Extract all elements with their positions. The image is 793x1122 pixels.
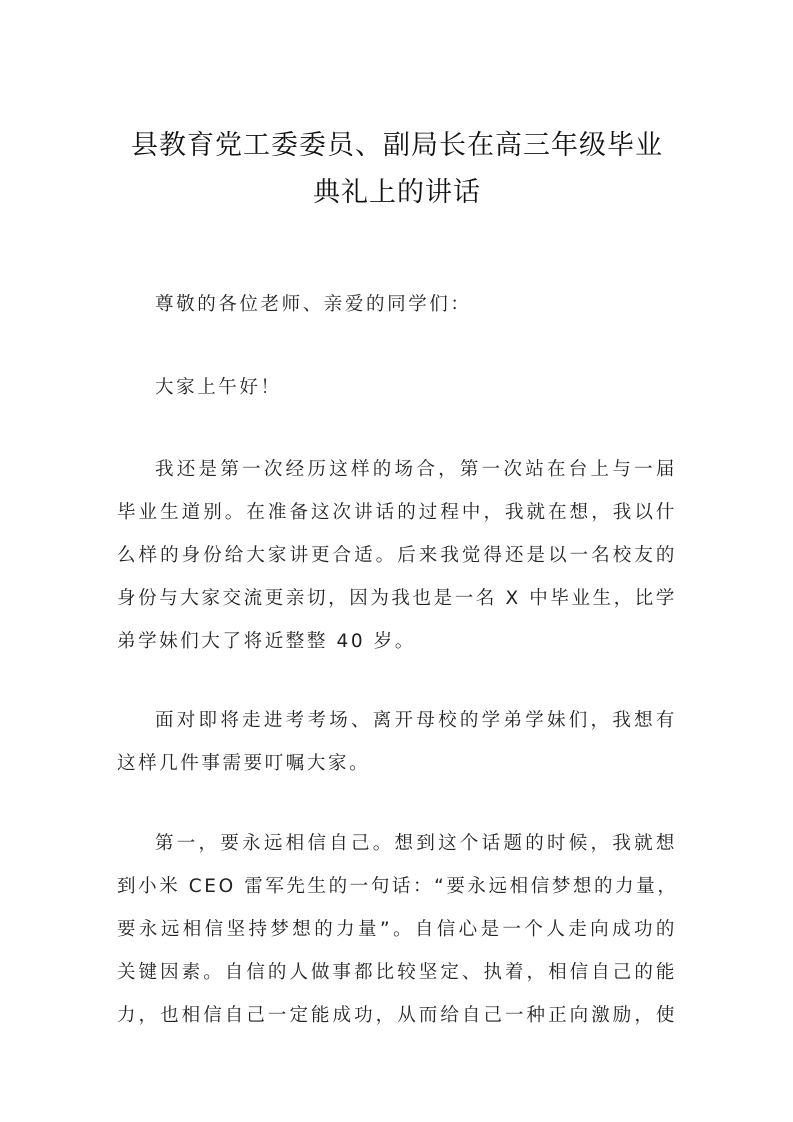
paragraph-line: 毕业生道别。在准备这次讲话的过程中，我就在想，我以什 <box>117 502 677 523</box>
intro-paragraph <box>117 448 677 663</box>
paragraph-line: 身份与大家交流更亲切，因为我也是一名 X 中毕业生，比学 <box>117 588 677 609</box>
title-line-1: 县教育党工委委员、副局长在高三年级毕业 <box>131 130 663 161</box>
greeting-paragraph <box>117 366 677 409</box>
document-title <box>117 122 677 216</box>
paragraph-line: 弟学妹们大了将近整整 40 岁。 <box>117 631 416 652</box>
paragraph-line: 力，也相信自己一定能成功，从而给自己一种正向激励，使 <box>117 1005 677 1026</box>
paragraph-line: 要永远相信坚持梦想的力量”。自信心是一个人走向成功的 <box>117 919 677 940</box>
paragraph-line: 尊敬的各位老师、亲爱的同学们： <box>155 294 472 315</box>
salutation-paragraph <box>117 283 677 326</box>
paragraph-line: 关键因素。自信的人做事都比较坚定、执着，相信自己的能 <box>117 962 677 983</box>
paragraph-line: 到小米 CEO 雷军先生的一句话：“要永远相信梦想的力量， <box>117 876 679 897</box>
paragraph-line: 这样几件事需要叮嘱大家。 <box>117 753 371 774</box>
paragraph-line: 面对即将走进考考场、离开母校的学弟学妹们，我想有 <box>155 710 677 731</box>
paragraph-line: 我还是第一次经历这样的场合，第一次站在台上与一届 <box>155 459 677 480</box>
paragraph-line: 大家上午好！ <box>155 377 282 398</box>
title-line-2: 典礼上的讲话 <box>313 177 481 208</box>
point-one-paragraph <box>117 822 677 1037</box>
transition-paragraph <box>117 699 677 785</box>
paragraph-line: 第一，要永远相信自己。想到这个话题的时候，我就想 <box>155 833 677 854</box>
paragraph-line: 么样的身份给大家讲更合适。后来我觉得还是以一名校友的 <box>117 545 677 566</box>
